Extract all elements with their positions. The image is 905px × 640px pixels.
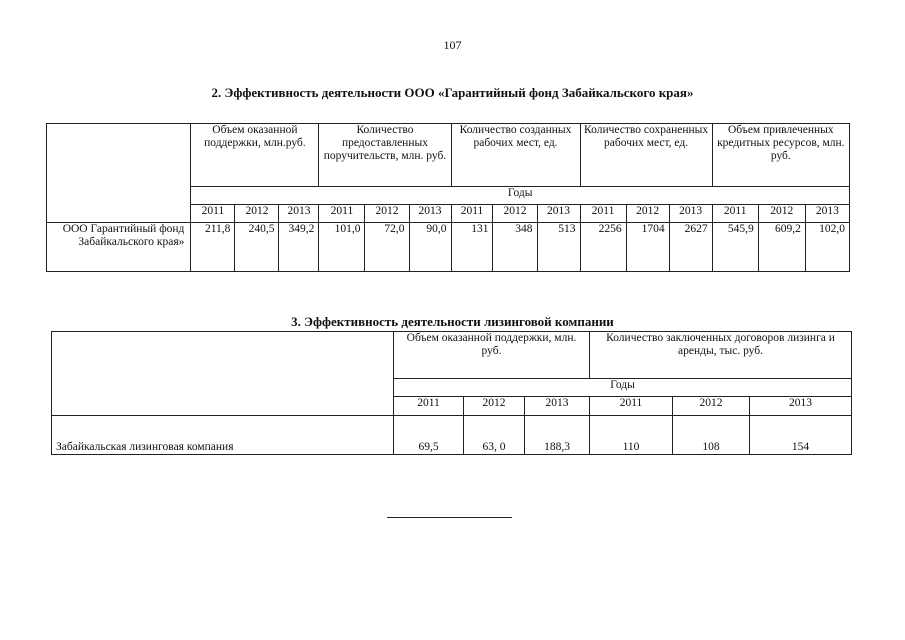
- corner-cell: [52, 332, 394, 416]
- year-cell: 2013: [537, 205, 580, 223]
- value-cell: 349,2: [279, 223, 319, 272]
- year-cell: 2011: [319, 205, 365, 223]
- year-cell: 2011: [451, 205, 493, 223]
- value-cell: 90,0: [409, 223, 451, 272]
- footnote-divider: [387, 517, 512, 518]
- section-3-title: 3. Эффективность деятельности лизинговой компании: [291, 314, 614, 329]
- value-cell: 188,3: [525, 416, 590, 455]
- value-cell: 101,0: [319, 223, 365, 272]
- value-cell: 211,8: [191, 223, 235, 272]
- year-cell: 2013: [409, 205, 451, 223]
- year-cell: 2011: [394, 397, 464, 416]
- year-cell: 2012: [758, 205, 805, 223]
- value-cell: 69,5: [394, 416, 464, 455]
- year-cell: 2011: [580, 205, 626, 223]
- year-cell: 2013: [750, 397, 852, 416]
- leasing-company-table: [51, 331, 852, 455]
- col-group-saved-jobs: Количество сохраненных рабочих мест, ед.: [580, 124, 712, 187]
- section-2-title: 2. Эффективность деятельности ООО «Гарантийный фонд Забайкальского края»: [211, 85, 694, 100]
- value-cell: 102,0: [805, 223, 849, 272]
- value-cell: 72,0: [365, 223, 409, 272]
- col-group-contracts: Количество заключенных договоров лизинга и аренды, тыс. руб.: [590, 332, 852, 379]
- year-cell: 2011: [712, 205, 758, 223]
- year-cell: 2012: [365, 205, 409, 223]
- value-cell: 110: [590, 416, 673, 455]
- years-header: Годы: [191, 187, 850, 205]
- page-number: 107: [443, 38, 462, 52]
- value-cell: 348: [493, 223, 537, 272]
- row-label: Забайкальская лизинговая компания: [52, 416, 394, 455]
- corner-cell: [47, 124, 191, 223]
- row-label: ООО Гарантийный фонд Забайкальского края»: [47, 223, 191, 272]
- year-cell: 2012: [493, 205, 537, 223]
- value-cell: 2627: [669, 223, 712, 272]
- value-cell: 63, 0: [464, 416, 525, 455]
- value-cell: 131: [451, 223, 493, 272]
- value-cell: 108: [673, 416, 750, 455]
- year-cell: 2011: [191, 205, 235, 223]
- guarantee-fund-table: [46, 123, 850, 272]
- year-cell: 2012: [673, 397, 750, 416]
- value-cell: 1704: [626, 223, 669, 272]
- year-cell: 2012: [235, 205, 279, 223]
- value-cell: 545,9: [712, 223, 758, 272]
- col-group-guarantees: Количество предоставленных поручительств, млн. руб.: [319, 124, 451, 187]
- value-cell: 240,5: [235, 223, 279, 272]
- col-group-support: Объем оказанной поддержки, млн. руб.: [394, 332, 590, 379]
- col-group-created-jobs: Количество созданных рабочих мест, ед.: [451, 124, 580, 187]
- year-cell: 2012: [464, 397, 525, 416]
- years-header: Годы: [394, 379, 852, 397]
- col-group-support: Объем оказанной поддержки, млн.руб.: [191, 124, 319, 187]
- year-cell: 2012: [626, 205, 669, 223]
- value-cell: 609,2: [758, 223, 805, 272]
- col-group-credit: Объем привлеченных кредитных ресурсов, млн. руб.: [712, 124, 849, 187]
- year-cell: 2013: [279, 205, 319, 223]
- year-cell: 2013: [669, 205, 712, 223]
- year-cell: 2013: [525, 397, 590, 416]
- value-cell: 2256: [580, 223, 626, 272]
- year-cell: 2011: [590, 397, 673, 416]
- value-cell: 513: [537, 223, 580, 272]
- year-cell: 2013: [805, 205, 849, 223]
- value-cell: 154: [750, 416, 852, 455]
